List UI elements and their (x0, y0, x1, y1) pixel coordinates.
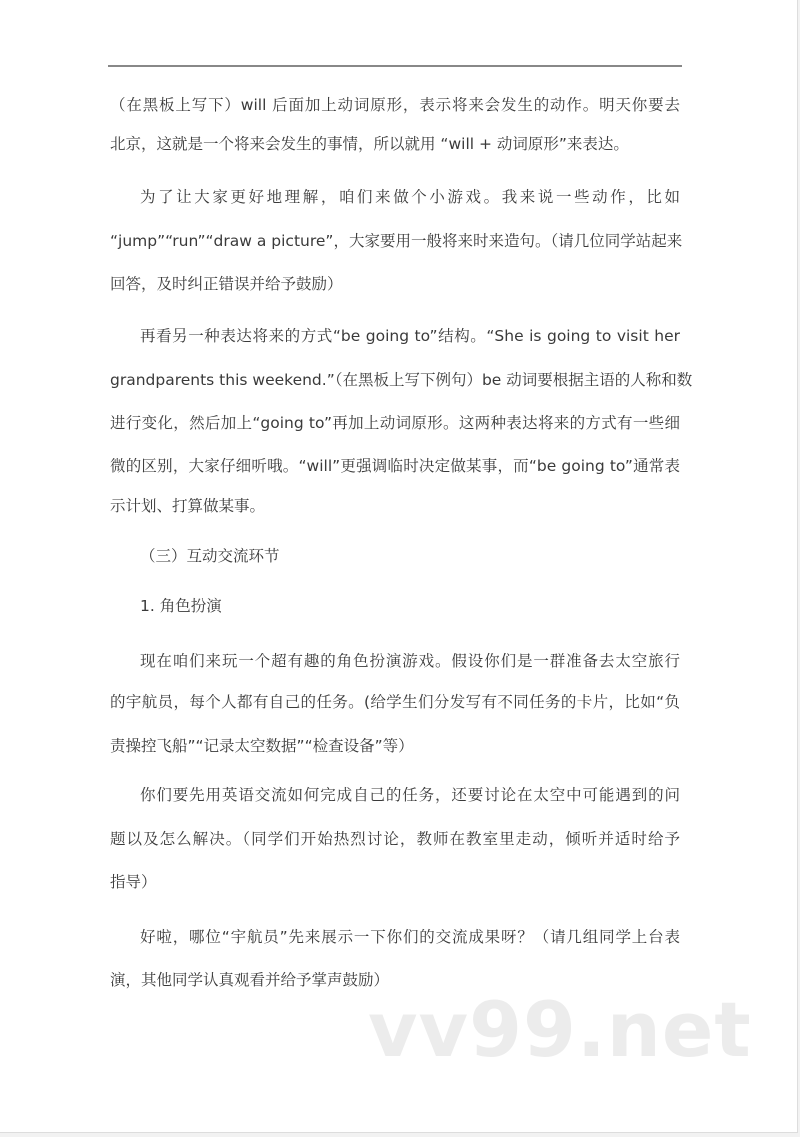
watermark: vv99.net (368, 985, 752, 1074)
text-line: 北京，这就是一个将来会发生的事情，所以就用 “will + 动词原形”来表达。 (110, 135, 629, 153)
text-line: 你们要先用英语交流如何完成自己的任务，还要讨论在太空中可能遇到的问 (140, 786, 680, 804)
section-heading: （三）互动交流环节 (140, 547, 280, 565)
subsection-heading: 1. 角色扮演 (140, 597, 222, 615)
text-line: 回答，及时纠正错误并给予鼓励） (110, 275, 343, 293)
text-line: 示计划、打算做某事。 (110, 497, 266, 515)
text-line: 为了让大家更好地理解，咱们来做个小游戏。我来说一些动作，比如 (140, 188, 680, 206)
text-line: 的宇航员，每个人都有自己的任务。(给学生们分发写有不同任务的卡片，比如“负 (110, 693, 680, 711)
text-line: 好啦，哪位“宇航员”先来展示一下你们的交流成果呀？（请几组同学上台表 (140, 928, 680, 946)
text-line: 再看另一种表达将来的方式“be going to”结构。“She is going to visit her (140, 327, 680, 345)
text-line: （在黑板上写下）will 后面加上动词原形，表示将来会发生的动作。明天你要去 (110, 96, 680, 114)
text-line: 进行变化，然后加上“going to”再加上动词原形。这两种表达将来的方式有一些细 (110, 414, 680, 432)
text-line: grandparents this weekend.”（在黑板上写下例句）be 动词要根据主语的人称和数 (110, 371, 693, 389)
text-line: 演，其他同学认真观看并给予掌声鼓励） (110, 971, 390, 989)
text-line: “jump”“run”“draw a picture”，大家要用一般将来时来造句。（请几位同学站起来 (110, 232, 683, 250)
text-line: 指导） (110, 873, 157, 891)
text-line: 责操控飞船”“记录太空数据”“检查设备”等） (110, 737, 414, 755)
text-line: 现在咱们来玩一个超有趣的角色扮演游戏。假设你们是一群准备去太空旅行 (140, 652, 680, 670)
text-line: 题以及怎么解决。（同学们开始热烈讨论，教师在教室里走动，倾听并适时给予 (110, 830, 680, 848)
header-rule (108, 65, 682, 67)
text-line: 微的区别，大家仔细听哦。“will”更强调临时决定做某事，而“be going to”通常表 (110, 457, 680, 475)
